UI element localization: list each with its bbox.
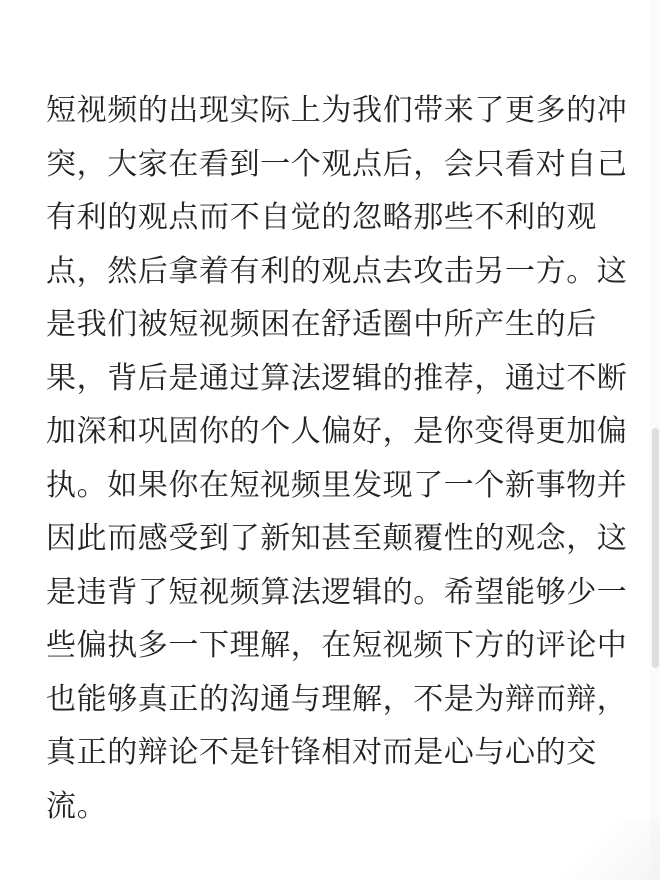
- scrollbar-thumb[interactable]: [652, 428, 659, 668]
- post-text-line: 真正的辩论不是针锋相对而是心与心的交: [46, 735, 597, 770]
- post-text-line: 是违背了短视频算法逻辑的。希望能够少一: [46, 574, 628, 610]
- post-text-line: 因此而感受到了新知甚至颠覆性的观念，这: [46, 521, 628, 556]
- post-text-line: 执。如果你在短视频里发现了一个新事物并: [46, 467, 628, 503]
- post-text-line: 也能够真正的沟通与理解，不是为辩而辩，: [46, 681, 628, 717]
- post-text-line: 果，背后是通过算法逻辑的推荐，通过不断: [46, 360, 628, 396]
- post-text-line: 短视频的出现实际上为我们带来了更多的冲: [46, 93, 628, 128]
- scrollbar-track[interactable]: [650, 0, 660, 880]
- corner-shadow: [540, 820, 660, 880]
- post-body: [46, 84, 646, 833]
- post-text-line: 点，然后拿着有利的观点去攻击另一方。这: [46, 253, 628, 289]
- post-text-line: 流。: [46, 788, 108, 824]
- post-text-line: 是我们被短视频困在舒适圈中所产生的后: [46, 307, 597, 342]
- post-text-line: 有利的观点而不自觉的忽略那些不利的观: [46, 200, 597, 235]
- post-text-line: 些偏执多一下理解，在短视频下方的评论中: [46, 628, 628, 663]
- post-text-line: 加深和巩固你的个人偏好，是你变得更加偏: [46, 414, 628, 449]
- post-text-line: 突，大家在看到一个观点后，会只看对自己: [46, 146, 628, 182]
